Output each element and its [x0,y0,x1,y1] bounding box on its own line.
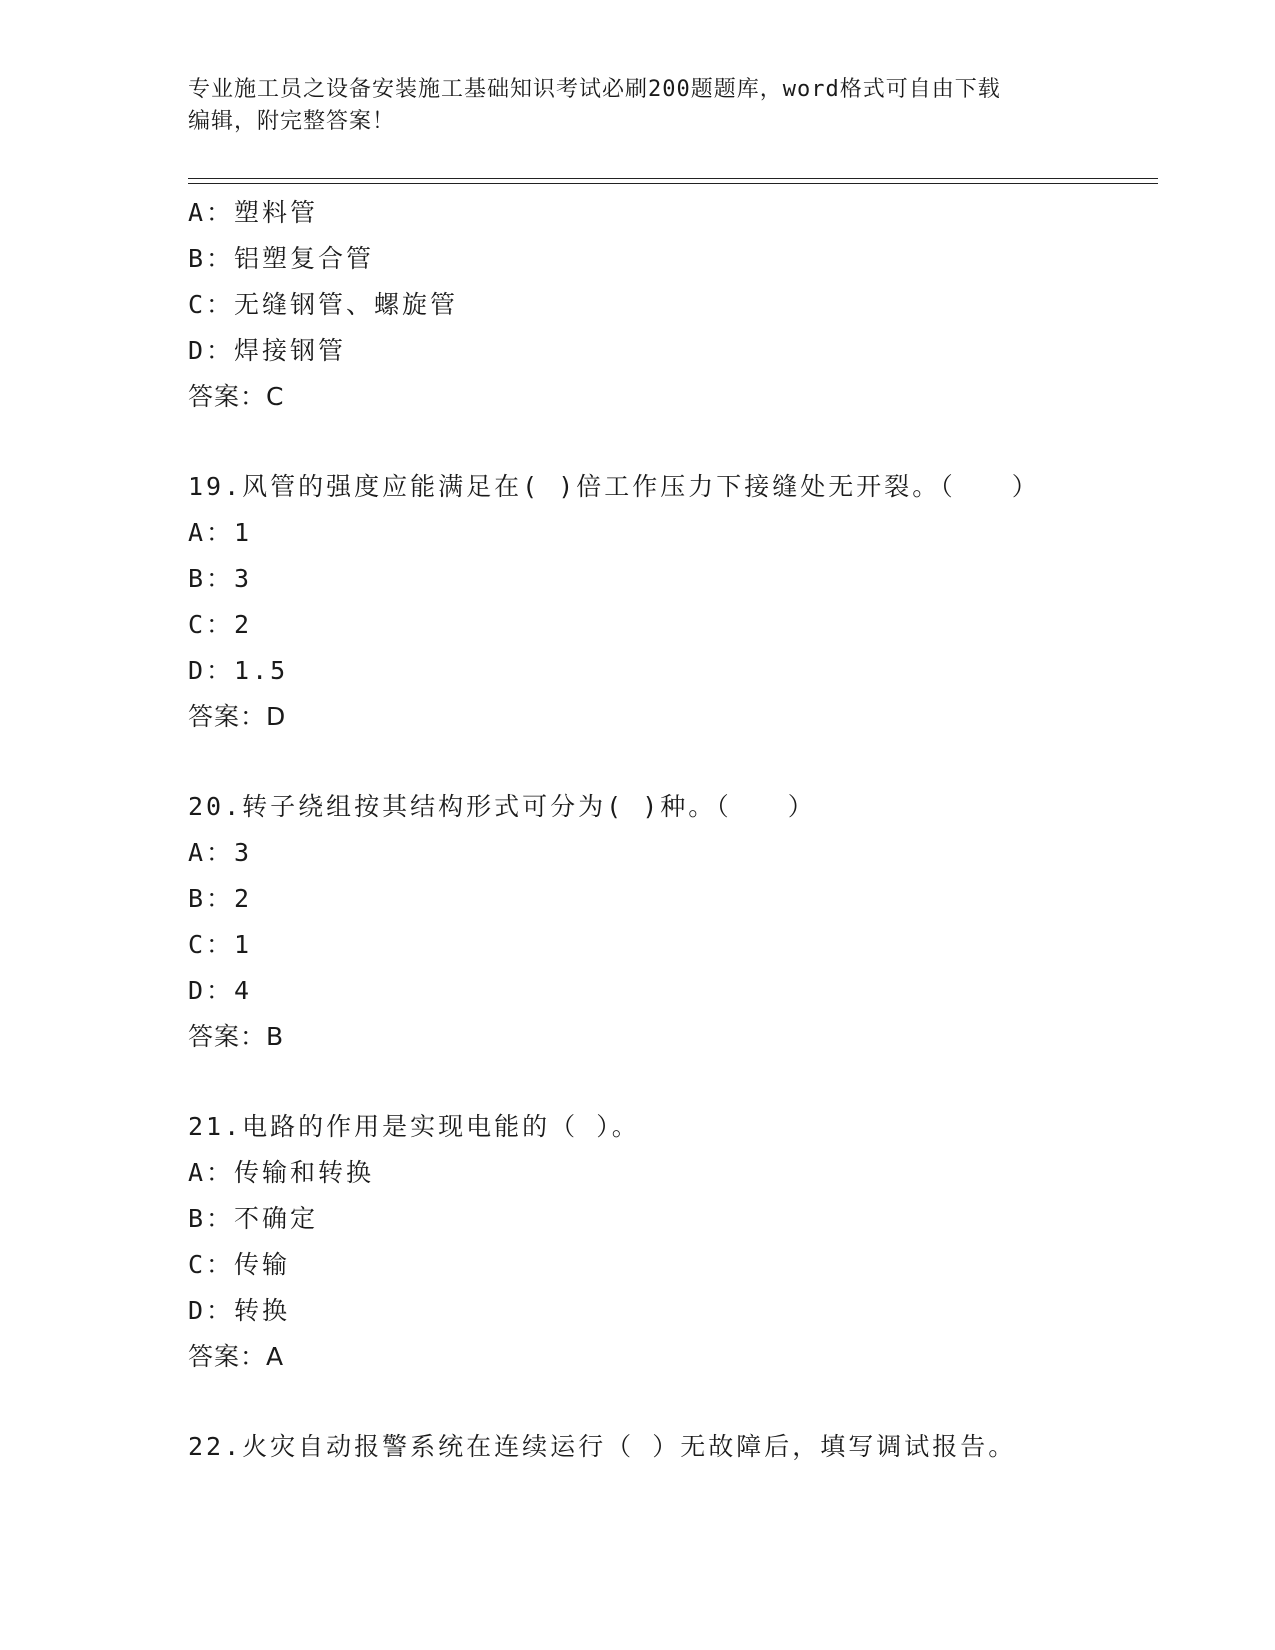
option-c: C：1 [188,930,253,959]
question-block-21 [188,1104,1148,1380]
option-a: A：塑料管 [188,198,319,227]
question-block-20 [188,784,1148,1060]
option-d: D：4 [188,976,253,1005]
question-list [188,190,1148,1470]
option-a: A：3 [188,838,253,867]
question-block-18 [188,190,1148,420]
header-line-2: 编辑，附完整答案！ [188,109,396,134]
answer-line: 答案：B [188,1022,285,1051]
header-line-1: 专业施工员之设备安装施工基础知识考试必刷200题题库，word格式可自由下载 [188,77,1001,102]
option-b: B：3 [188,564,253,593]
question-block-19 [188,464,1148,740]
spacer [188,1060,1148,1104]
option-c: C：无缝钢管、螺旋管 [188,290,459,319]
option-b: B：铝塑复合管 [188,244,375,273]
question-block-22 [188,1424,1148,1470]
option-c: C：传输 [188,1250,291,1279]
document-header [188,74,1088,138]
answer-line: 答案：C [188,382,285,411]
answer-line: 答案：D [188,702,287,731]
spacer [188,1380,1148,1424]
question-text: 20.转子绕组按其结构形式可分为( )种。（ ） [188,792,816,821]
answer-line: 答案：A [188,1342,285,1371]
spacer [188,740,1148,784]
option-b: B：2 [188,884,253,913]
question-text: 22.火灾自动报警系统在连续运行（ ）无故障后，填写调试报告。 [188,1432,1017,1461]
option-a: A：1 [188,518,253,547]
option-c: C：2 [188,610,253,639]
option-d: D：焊接钢管 [188,336,347,365]
header-divider-bottom [188,183,1158,184]
option-d: D：1.5 [188,656,289,685]
header-divider-top [188,178,1158,179]
option-a: A：传输和转换 [188,1158,375,1187]
question-text: 21.电路的作用是实现电能的（ ）。 [188,1112,640,1141]
option-d: D：转换 [188,1296,291,1325]
spacer [188,420,1148,464]
option-b: B：不确定 [188,1204,319,1233]
question-text: 19.风管的强度应能满足在( )倍工作压力下接缝处无开裂。（ ） [188,472,1040,501]
